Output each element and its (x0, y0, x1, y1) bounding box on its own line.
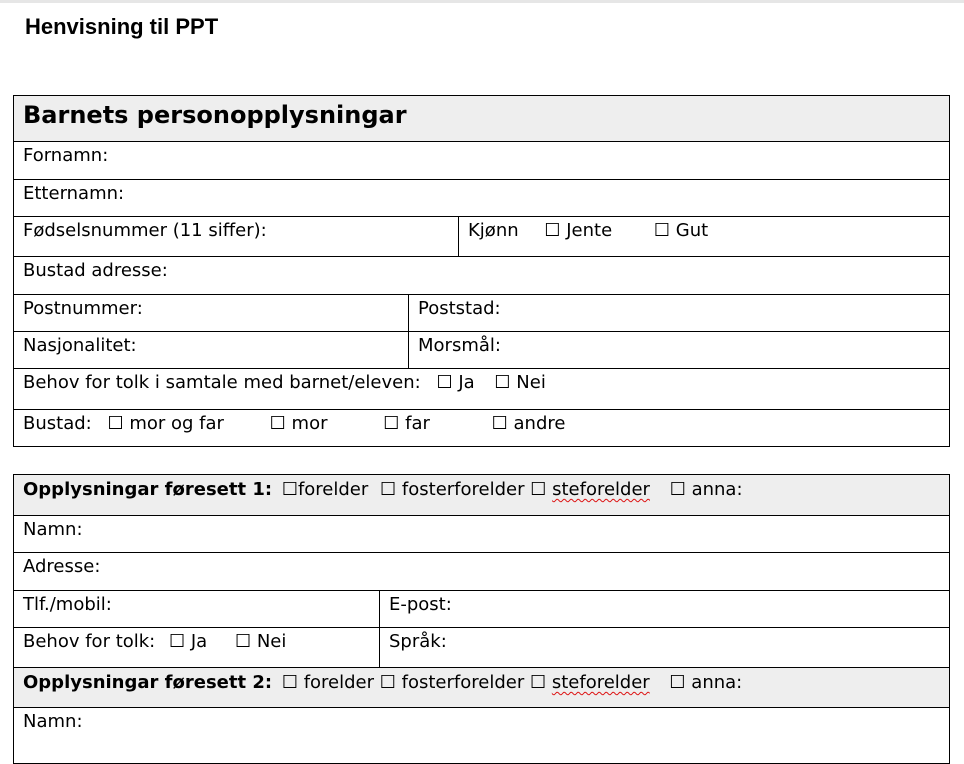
g1-tlf-field[interactable]: Tlf./mobil: (23, 594, 112, 615)
bustad-label: Bustad: (23, 413, 92, 434)
checkbox-mor-og-far[interactable]: ☐ (107, 413, 124, 434)
bustad-field (14, 410, 949, 448)
bustad-option-label: andre (513, 413, 566, 434)
g1-namn-row (14, 515, 949, 552)
checkbox-g1-forelder[interactable]: ☐ (281, 479, 298, 500)
g2-fosterforelder-label: fosterforelder (401, 672, 525, 693)
g2-steforelder-label: steforelder (551, 672, 650, 693)
kjonn-field (458, 217, 949, 256)
bustad-option-label: far (405, 413, 430, 434)
page-top-border (0, 0, 964, 3)
tolk-label: Behov for tolk i samtale med barnet/eleven: (23, 372, 421, 393)
checkbox-g1-anna[interactable]: ☐ (669, 479, 686, 500)
kjonn-label: Kjønn (468, 220, 519, 241)
checkbox-gut[interactable]: ☐ (653, 220, 671, 241)
g2-forelder-label: forelder (303, 672, 375, 693)
fodselsnummer-row (14, 216, 949, 256)
kjonn-gut-label: Gut (675, 220, 709, 241)
checkbox-g2-forelder[interactable]: ☐ (281, 672, 298, 693)
guardian2-heading-row (14, 667, 949, 707)
checkbox-tolk-ja[interactable]: ☐ (436, 372, 453, 393)
fornamn-field[interactable]: Fornamn: (23, 145, 109, 166)
morsmal-field[interactable]: Morsmål: (408, 332, 949, 368)
kjonn-jente-label: Jente (566, 220, 613, 241)
g1-adresse-field[interactable]: Adresse: (23, 556, 101, 577)
fodselsnummer-field[interactable]: Fødselsnummer (11 siffer): (23, 220, 267, 241)
bustad-row (14, 409, 949, 448)
g1-tolk-ja-label: Ja (190, 631, 208, 652)
g1-tolk-field (14, 628, 379, 667)
checkbox-tolk-nei[interactable]: ☐ (494, 372, 511, 393)
guardian1-heading (14, 475, 949, 515)
g1-contact-row (14, 590, 949, 627)
tolk-nei-label: Nei (516, 372, 546, 393)
g1-sprak-field[interactable]: Språk: (379, 628, 949, 667)
g1-steforelder-label: steforelder (552, 479, 650, 500)
document-title: Henvisning til PPT (25, 14, 219, 39)
bustad-option-label: mor (291, 413, 328, 434)
bustad-adresse-field[interactable]: Bustad adresse: (23, 260, 168, 281)
postnummer-field[interactable]: Postnummer: (23, 298, 143, 319)
checkbox-jente[interactable]: ☐ (544, 220, 561, 241)
nasjonalitet-row (14, 331, 949, 368)
g1-anna-label: anna: (691, 479, 743, 500)
g1-tolk-label: Behov for tolk: (23, 631, 156, 652)
checkbox-g1-steforelder[interactable]: ☐ (530, 479, 547, 500)
guardian1-heading-label: Opplysningar føresett 1: (23, 479, 273, 500)
poststad-field[interactable]: Poststad: (408, 295, 949, 331)
g2-namn-field[interactable]: Namn: (23, 711, 83, 732)
checkbox-andre[interactable]: ☐ (491, 413, 508, 434)
g2-namn-row (14, 707, 949, 747)
bustad-option-label: mor og far (129, 413, 224, 434)
g1-tolk-nei-label: Nei (256, 631, 287, 652)
guardian2-heading (14, 668, 949, 707)
guardian2-heading-label: Opplysningar føresett 2: (23, 672, 273, 693)
nasjonalitet-field[interactable]: Nasjonalitet: (23, 335, 137, 356)
g1-tolk-row (14, 627, 949, 667)
checkbox-g1-fosterforelder[interactable]: ☐ (380, 479, 397, 500)
checkbox-g2-anna[interactable]: ☐ (669, 672, 686, 693)
child-heading-row (14, 96, 949, 141)
etternamn-field[interactable]: Etternamn: (23, 183, 125, 204)
guardian-table (13, 474, 950, 764)
g1-epost-field[interactable]: E-post: (379, 591, 949, 627)
g1-fosterforelder-label: fosterforelder (401, 479, 525, 500)
g1-namn-field[interactable]: Namn: (23, 519, 83, 540)
etternamn-row (14, 179, 949, 216)
checkbox-g2-steforelder[interactable]: ☐ (529, 672, 547, 693)
checkbox-far[interactable]: ☐ (383, 413, 400, 434)
guardian1-heading-row (14, 475, 949, 515)
checkbox-g1-tolk-ja[interactable]: ☐ (168, 631, 186, 652)
bustad-adresse-row (14, 256, 949, 294)
checkbox-g2-fosterforelder[interactable]: ☐ (379, 672, 396, 693)
g2-anna-label: anna: (691, 672, 743, 693)
tolk-row (14, 368, 949, 409)
fornamn-row (14, 141, 949, 179)
tolk-field (14, 369, 949, 409)
checkbox-mor[interactable]: ☐ (269, 413, 286, 434)
g1-adresse-row (14, 552, 949, 590)
child-heading: Barnets personopplysningar (23, 101, 407, 129)
checkbox-g1-tolk-nei[interactable]: ☐ (234, 631, 252, 652)
child-info-table (13, 95, 950, 447)
post-row (14, 294, 949, 331)
tolk-ja-label: Ja (458, 372, 475, 393)
g1-forelder-label: forelder (297, 479, 369, 500)
